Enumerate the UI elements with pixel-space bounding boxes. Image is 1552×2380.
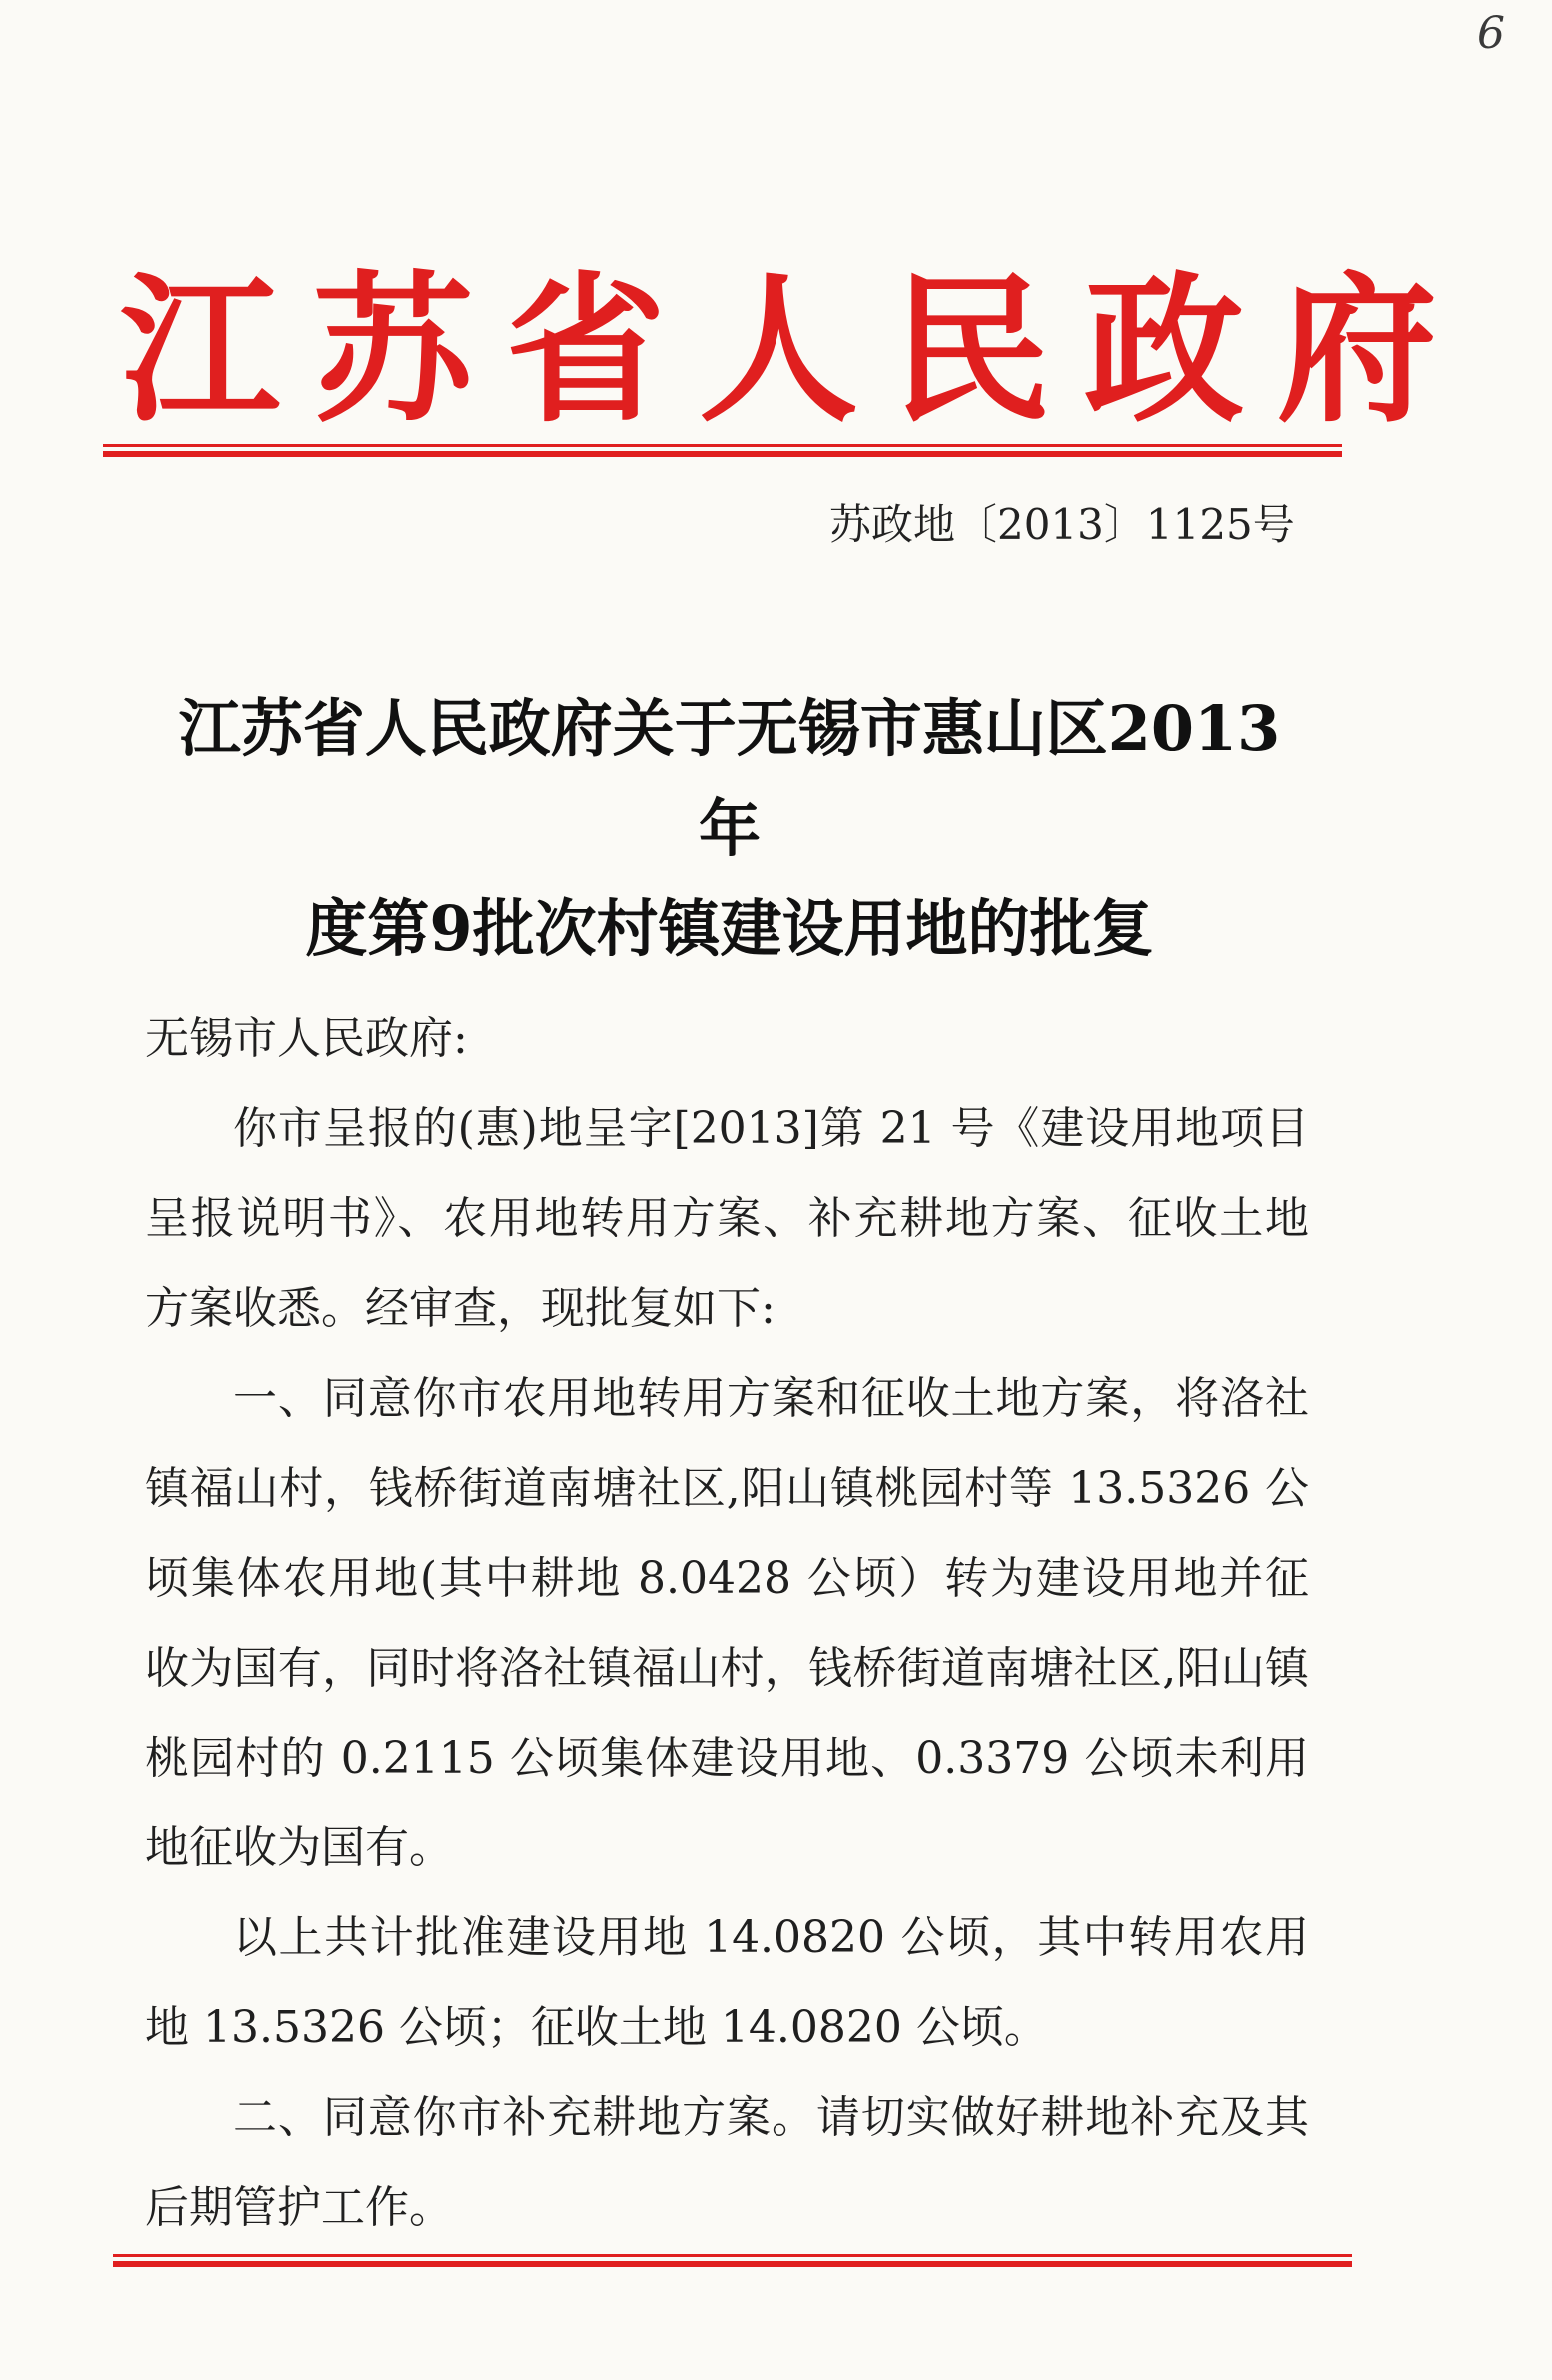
addressee: 无锡市人民政府: bbox=[145, 1013, 468, 1064]
document-number: 苏政地〔2013〕1125号 bbox=[829, 500, 1295, 549]
paragraph-3: 以上共计批准建设用地 14.0820 公顷，其中转用农用地 13.5326 公顷；征收土地 14.0820 公顷。 bbox=[145, 1912, 1309, 2053]
heading-line-1: 江苏省人民政府关于无锡市惠山区2013年 bbox=[178, 692, 1281, 865]
header-red-rule bbox=[103, 444, 1342, 457]
page-number-mark: 6 bbox=[1477, 8, 1505, 59]
issuer-title: 江苏省人民政府 bbox=[120, 256, 1471, 444]
document-heading bbox=[150, 679, 1309, 979]
paragraph-1: 你市呈报的(惠)地呈字[2013]第 21 号《建设用地项目呈报说明书》、农用地转用方案、补充耕地方案、征收土地方案收悉。经审查，现批复如下: bbox=[145, 1103, 1309, 1334]
heading-line-2: 度第9批次村镇建设用地的批复 bbox=[305, 892, 1154, 965]
document-body bbox=[145, 994, 1309, 2253]
footer-red-rule bbox=[113, 2254, 1352, 2267]
paragraph-4: 二、同意你市补充耕地方案。请切实做好耕地补充及其后期管护工作。 bbox=[145, 2092, 1309, 2233]
paragraph-2: 一、同意你市农用地转用方案和征收土地方案，将洛社镇福山村，钱桥街道南塘社区,阳山镇桃园村等 13.5326 公顷集体农用地(其中耕地 8.0428 公顷）转为建设用地并征收为国有，同时将洛社镇福山村，钱桥街道南塘社区,阳山镇桃园村的 0.2115 公顷集体建设用地、0.3379 公顷未利用地征收为国有。 bbox=[145, 1373, 1309, 1873]
